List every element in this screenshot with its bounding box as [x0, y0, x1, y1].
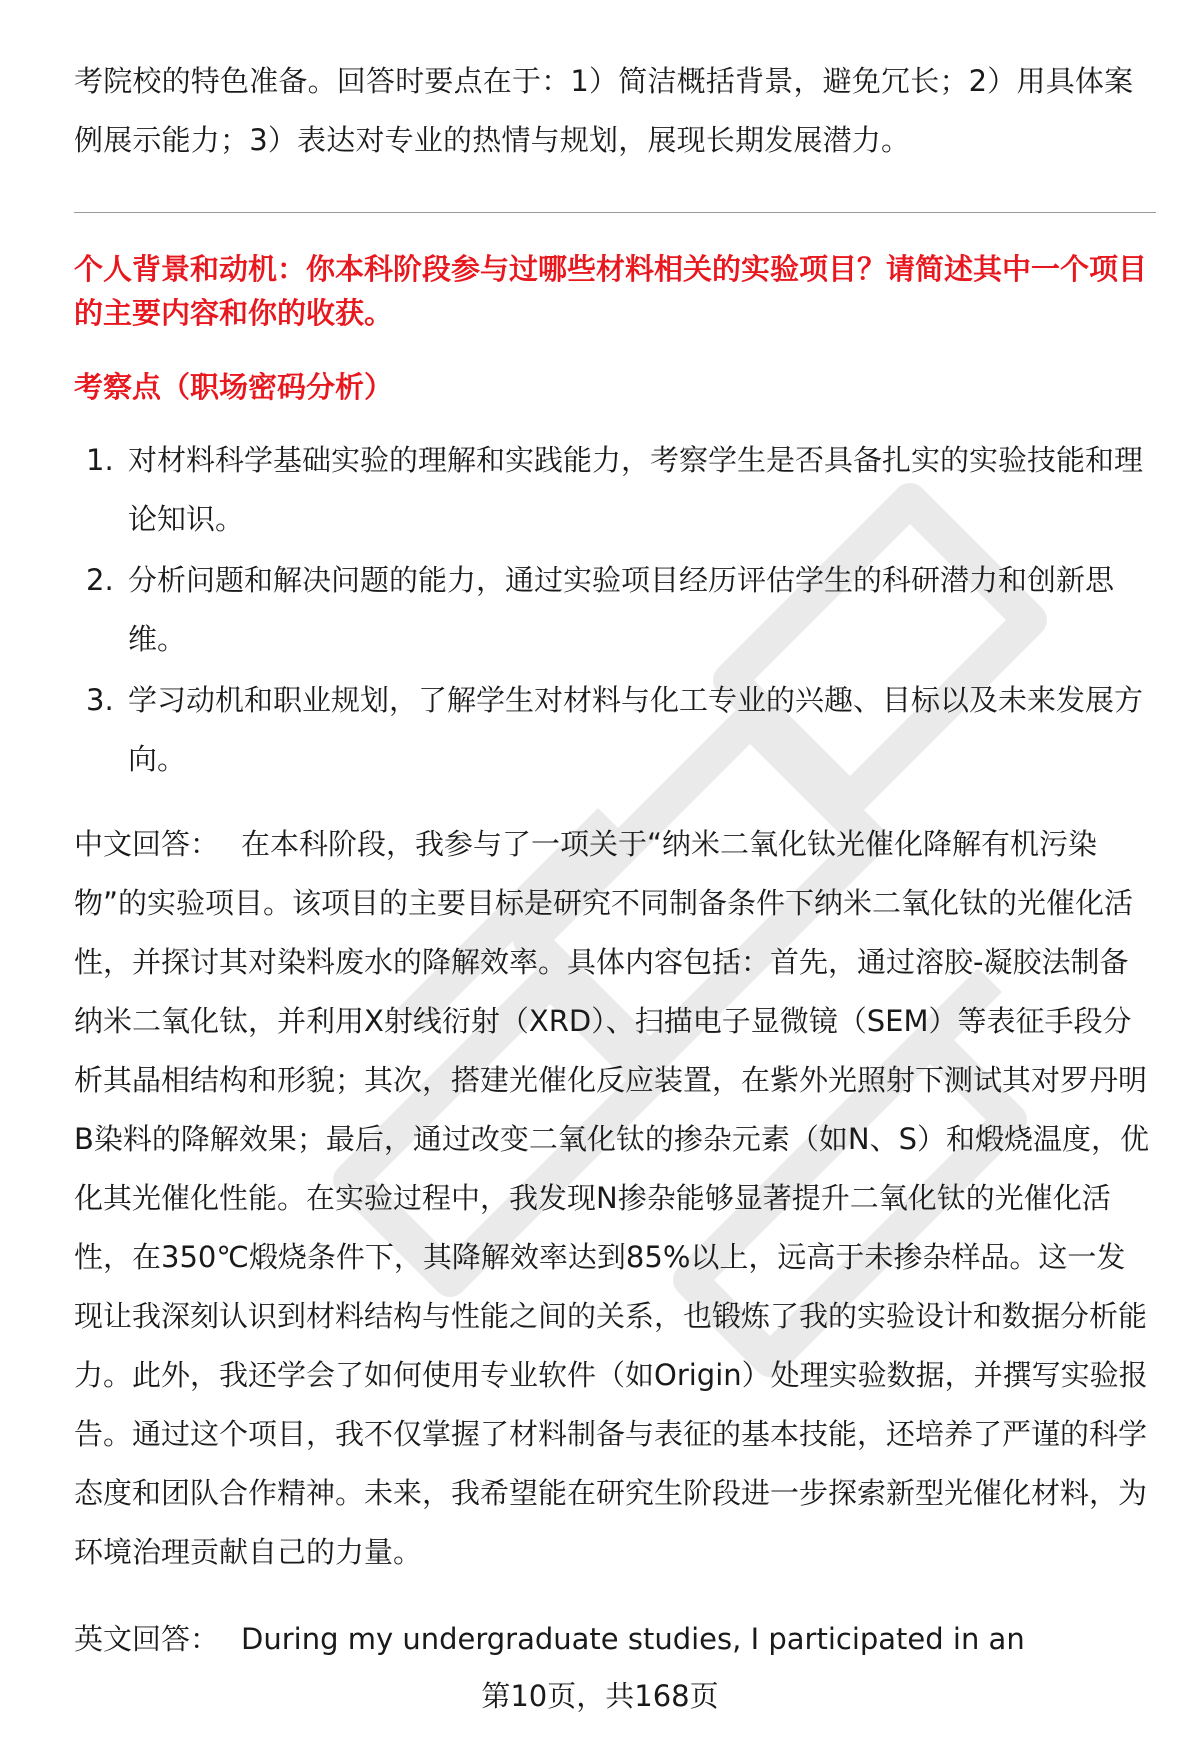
english-answer-label: 英文回答： [74, 1622, 220, 1656]
english-answer-text: During my undergraduate studies, I participated in an [241, 1622, 1025, 1656]
intro-paragraph: 考院校的特色准备。回答时要点在于：1）简洁概括背景，避免冗长；2）用具体案例展示能力；3）表达对专业的热情与规划，展现长期发展潜力。 [74, 64, 1134, 157]
list-item-number: 1. [86, 443, 114, 477]
assessment-points-heading: 考察点（职场密码分析） [74, 370, 394, 404]
page-footer: 第10页，共168页 [481, 1679, 719, 1713]
list-item-number: 2. [86, 563, 114, 597]
list-item-text: 对材料科学基础实验的理解和实践能力，考察学生是否具备扎实的实验技能和理论知识。 [128, 443, 1144, 536]
chinese-answer-text: 在本科阶段，我参与了一项关于“纳米二氧化钛光催化降解有机污染物”的实验项目。该项目的主要目标是研究不同制备条件下纳米二氧化钛的光催化活性，并探讨其对染料废水的降解效率。具体内容包括：首先，通过溶胶-凝胶法制备纳米二氧化钛，并利用X射线衍射（XRD）、扫描电子显微镜（SEM）等表征手段分析其晶相结构和形貌；其次，搭建光催化反应装置，在紫外光照射下测试其对罗丹明B染料的降解效果；最后，通过改变二氧化钛的掺杂元素（如N、S）和煅烧温度，优化其光催化性能。在实验过程中，我发现N掺杂能够显著提升二氧化钛的光催化活性，在350℃煅烧条件下，其降解效率达到85%以上，远高于未掺杂样品。这一发现让我深刻认识到材料结构与性能之间的关系，也锻炼了我的实验设计和数据分析能力。此外，我还学会了如何使用专业软件（如Origin）处理实验数据，并撰写实验报告。通过这个项目，我不仅掌握了材料制备与表征的基本技能，还培养了严谨的科学态度和团队合作精神。未来，我希望能在研究生阶段进一步探索新型光催化材料，为环境治理贡献自己的力量。 [74, 827, 1149, 1569]
list-item-text: 分析问题和解决问题的能力，通过实验项目经历评估学生的科研潜力和创新思维。 [128, 563, 1115, 656]
chinese-answer-label: 中文回答： [74, 827, 220, 861]
list-item [74, 431, 1154, 549]
content-area [74, 52, 1154, 1669]
list-item [74, 671, 1154, 789]
section-divider [74, 212, 1156, 213]
english-answer-paragraph [74, 1610, 1154, 1669]
list-item-text: 学习动机和职业规划，了解学生对材料与化工专业的兴趣、目标以及未来发展方向。 [128, 683, 1144, 776]
list-item [74, 551, 1154, 669]
list-item-number: 3. [86, 683, 114, 717]
chinese-answer-paragraph [74, 815, 1154, 1582]
question-heading: 个人背景和动机：你本科阶段参与过哪些材料相关的实验项目？请简述其中一个项目的主要内容和你的收获。 [74, 252, 1148, 330]
assessment-points-list [74, 431, 1154, 789]
